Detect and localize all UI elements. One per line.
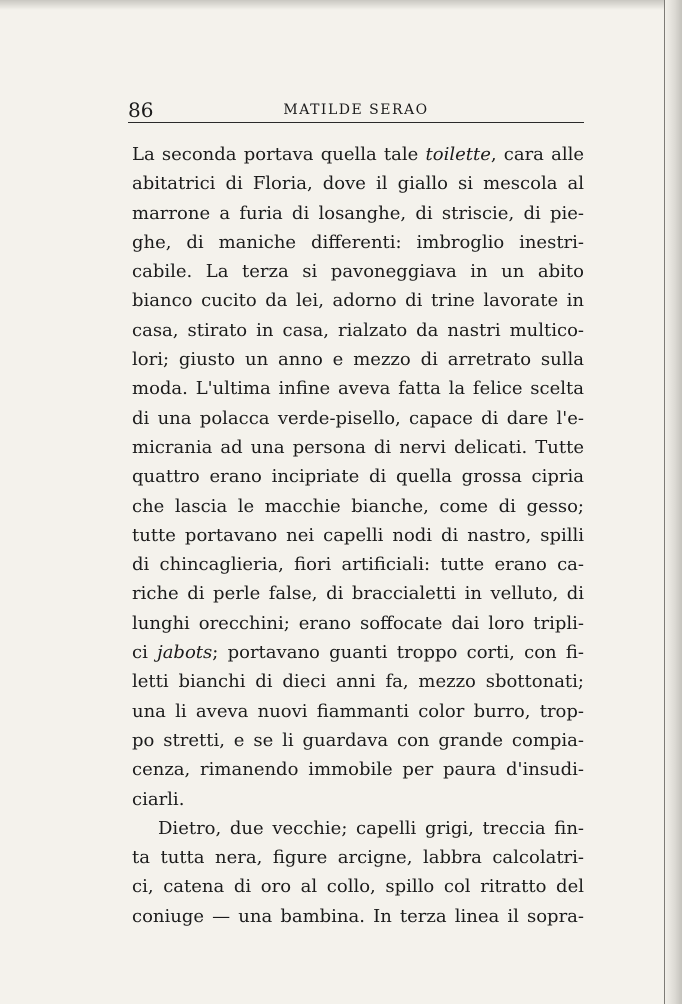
text-line: di una polacca verde-pisello, capace di dare l'e- xyxy=(132,407,584,429)
text-line: moda. L'ultima infine aveva fatta la felice scelta xyxy=(132,378,584,400)
text-line: ghe, di maniche differenti: imbroglio inestri- xyxy=(132,231,584,253)
text-line: quattro erano incipriate di quella grossa cipria xyxy=(132,466,584,488)
text-line: po stretti, e se li guardava con grande compia- xyxy=(132,729,584,751)
text-line: ci jabots; portavano guanti troppo corti, con fi- xyxy=(132,642,584,664)
text-line: cabile. La terza si pavoneggiava in un abito xyxy=(132,261,584,283)
text-line: tutte portavano nei capelli nodi di nastro, spilli xyxy=(132,524,584,546)
text-line: abitatrici di Floria, dove il giallo si mescola al xyxy=(132,173,584,195)
page-edge xyxy=(664,0,665,1004)
text-line: casa, stirato in casa, rialzato da nastri multico- xyxy=(132,319,584,341)
text-line: La seconda portava quella tale toilette, cara alle xyxy=(132,144,584,165)
text-line: lunghi orecchini; erano soffocate dai loro tripli- xyxy=(132,612,584,634)
text-line: coniuge — una bambina. In terza linea il sopra- xyxy=(132,905,584,927)
scan-shadow-top xyxy=(0,0,682,10)
body-text xyxy=(132,140,584,931)
text-line: letti bianchi di dieci anni fa, mezzo sbottonati; xyxy=(132,671,584,693)
scan-shadow-right xyxy=(664,0,682,1004)
page-number: 86 xyxy=(128,98,154,122)
text-line: cenza, rimanendo immobile per paura d'insudi- xyxy=(132,759,584,781)
page-header xyxy=(128,98,584,124)
text-line: che lascia le macchie bianche, come di gesso; xyxy=(132,495,584,517)
text-line: ci, catena di oro al collo, spillo col ritratto del xyxy=(132,876,584,898)
text-line: marrone a furia di losanghe, di striscie, di pie- xyxy=(132,202,584,224)
text-line: riche di perle false, di braccialetti in velluto, di xyxy=(132,583,584,605)
text-line: bianco cucito da lei, adorno di trine lavorate in xyxy=(132,290,584,312)
text-line: una li aveva nuovi fiammanti color burro, trop- xyxy=(132,700,584,722)
text-line: micrania ad una persona di nervi delicati. Tutte xyxy=(132,436,584,458)
text-line: ta tutta nera, figure arcigne, labbra calcolatri- xyxy=(132,847,584,869)
text-line: ciarli. xyxy=(132,788,185,810)
text-line: lori; giusto un anno e mezzo di arretrato sulla xyxy=(132,349,584,371)
text-line: di chincaglieria, fiori artificiali: tutte erano ca- xyxy=(132,554,584,576)
header-rule xyxy=(128,122,584,123)
text-line: Dietro, due vecchie; capelli grigi, treccia fin- xyxy=(158,817,584,839)
running-title: MATILDE SERAO xyxy=(283,102,429,118)
